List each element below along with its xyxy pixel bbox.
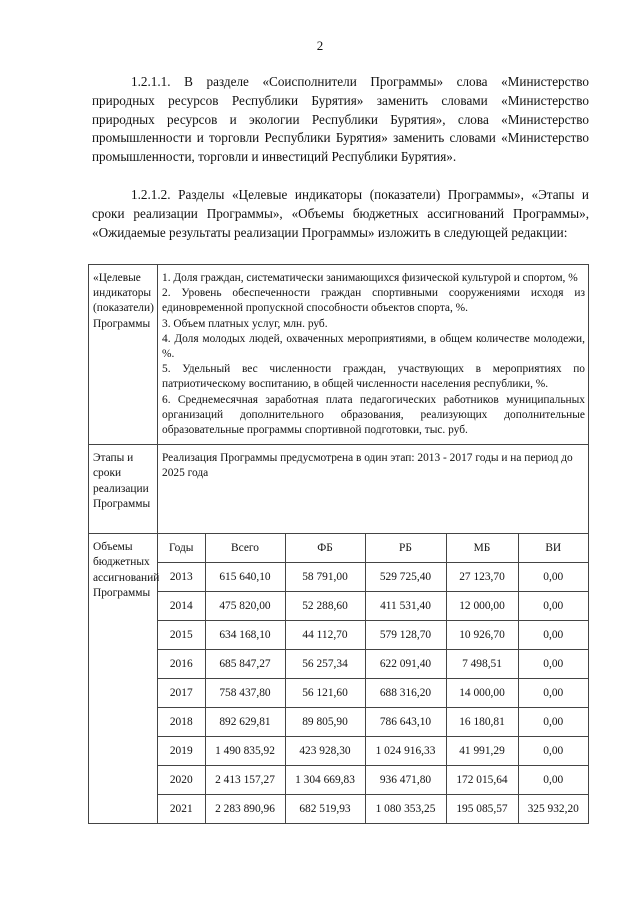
funding-table-cell — [158, 534, 589, 824]
funding-row-2016 — [158, 650, 588, 679]
federal-cell: 1 304 669,83 — [285, 766, 365, 795]
extra-cell: 0,00 — [518, 708, 588, 737]
funding-row-2017 — [158, 679, 588, 708]
total-cell: 758 437,80 — [205, 679, 285, 708]
indicator-item: 5. Удельный вес численности граждан, участвующих в мероприятиях по патриотическому воспитанию, в общей численности населения республики, %. — [162, 363, 585, 391]
municipal-cell: 10 926,70 — [446, 621, 518, 650]
total-cell: 2 413 157,27 — [205, 766, 285, 795]
stages-label: Этапы и сроки реализации Программы — [89, 445, 158, 534]
indicator-item: 4. Доля молодых людей, охваченных мероприятиями, в общем количестве молодежи, %. — [162, 332, 585, 361]
indicators-label: «Целевые индикаторы (показатели) Программы — [89, 265, 158, 445]
funding-row-2015 — [158, 621, 588, 650]
program-passport-table — [88, 264, 589, 824]
extra-cell: 0,00 — [518, 563, 588, 592]
federal-cell: 58 791,00 — [285, 563, 365, 592]
extra-cell: 0,00 — [518, 650, 588, 679]
federal-cell: 44 112,70 — [285, 621, 365, 650]
indicator-item: 1. Доля граждан, систематически занимающихся физической культурой и спортом, % — [162, 272, 578, 284]
republic-cell: 411 531,40 — [365, 592, 446, 621]
extra-cell: 0,00 — [518, 766, 588, 795]
republic-cell: 622 091,40 — [365, 650, 446, 679]
extra-cell: 325 932,20 — [518, 795, 588, 824]
indicators-content — [158, 265, 589, 445]
funding-row-2013 — [158, 563, 588, 592]
total-cell: 685 847,27 — [205, 650, 285, 679]
municipal-cell: 172 015,64 — [446, 766, 518, 795]
total-cell: 2 283 890,96 — [205, 795, 285, 824]
year-cell: 2019 — [158, 737, 205, 766]
indicator-item: 2. Уровень обеспеченности граждан спортивными сооружениями исходя из единовременной пропускной способности объектов спорта, %. — [162, 287, 585, 315]
federal-cell: 423 928,30 — [285, 737, 365, 766]
municipal-cell: 27 123,70 — [446, 563, 518, 592]
total-cell: 1 490 835,92 — [205, 737, 285, 766]
extra-cell: 0,00 — [518, 679, 588, 708]
funding-header-row — [158, 534, 588, 563]
year-cell: 2020 — [158, 766, 205, 795]
funding-row-2020 — [158, 766, 588, 795]
header-republic: РБ — [365, 534, 446, 563]
municipal-cell: 7 498,51 — [446, 650, 518, 679]
year-cell: 2014 — [158, 592, 205, 621]
municipal-cell: 16 180,81 — [446, 708, 518, 737]
paragraph-amendment-sections: 1.2.1.2. Разделы «Целевые индикаторы (показатели) Программы», «Этапы и сроки реализации Программы», «Объемы бюджетных ассигнований Программы», «Ожидаемые результаты реализации Программы» изложить в следующей редакции: — [92, 187, 589, 240]
republic-cell: 786 643,10 — [365, 708, 446, 737]
total-cell: 892 629,81 — [205, 708, 285, 737]
total-cell: 615 640,10 — [205, 563, 285, 592]
federal-cell: 56 121,60 — [285, 679, 365, 708]
extra-cell: 0,00 — [518, 737, 588, 766]
year-cell: 2017 — [158, 679, 205, 708]
republic-cell: 936 471,80 — [365, 766, 446, 795]
federal-cell: 56 257,34 — [285, 650, 365, 679]
republic-cell: 688 316,20 — [365, 679, 446, 708]
page-number: 2 — [316, 38, 324, 53]
indicators-row — [89, 265, 589, 445]
header-total: Всего — [205, 534, 285, 563]
federal-cell: 682 519,93 — [285, 795, 365, 824]
paragraph-amendment-coexecutors: 1.2.1.1. В разделе «Соисполнители Программы» слова «Министерство природных ресурсов Республики Бурятия» заменить словами «Министерство природных ресурсов и экологии Республики Бурятия», слова «Министерство промышленности и торговли Республики Бурятия» заменить словами «Министерство промышленности, торговли и инвестиций Республики Бурятия». — [92, 74, 589, 165]
municipal-cell: 195 085,57 — [446, 795, 518, 824]
republic-cell: 1 024 916,33 — [365, 737, 446, 766]
municipal-cell: 41 991,29 — [446, 737, 518, 766]
extra-cell: 0,00 — [518, 621, 588, 650]
funding-row — [89, 534, 589, 824]
year-cell: 2021 — [158, 795, 205, 824]
municipal-cell: 12 000,00 — [446, 592, 518, 621]
federal-cell: 52 288,60 — [285, 592, 365, 621]
funding-row-2018 — [158, 708, 588, 737]
republic-cell: 579 128,70 — [365, 621, 446, 650]
stages-content: Реализация Программы предусмотрена в один этап: 2013 - 2017 годы и на период до 2025 года — [158, 445, 589, 534]
funding-label: Объемы бюджетных ассигнований Программы — [89, 534, 158, 824]
republic-cell: 1 080 353,25 — [365, 795, 446, 824]
year-cell: 2015 — [158, 621, 205, 650]
funding-table — [158, 534, 588, 823]
federal-cell: 89 805,90 — [285, 708, 365, 737]
header-federal: ФБ — [285, 534, 365, 563]
extra-cell: 0,00 — [518, 592, 588, 621]
funding-row-2019 — [158, 737, 588, 766]
year-cell: 2013 — [158, 563, 205, 592]
year-cell: 2016 — [158, 650, 205, 679]
header-years: Годы — [158, 534, 205, 563]
header-extra: ВИ — [518, 534, 588, 563]
total-cell: 475 820,00 — [205, 592, 285, 621]
total-cell: 634 168,10 — [205, 621, 285, 650]
stages-row — [89, 445, 589, 534]
funding-row-2014 — [158, 592, 588, 621]
header-municipal: МБ — [446, 534, 518, 563]
funding-row-2021 — [158, 795, 588, 824]
indicator-item: 6. Среднемесячная заработная плата педагогических работников муниципальных организаций дополнительного образования, реализующих дополнительные образовательные программы спортивной подготовки, тыс. руб. — [162, 393, 585, 437]
municipal-cell: 14 000,00 — [446, 679, 518, 708]
republic-cell: 529 725,40 — [365, 563, 446, 592]
year-cell: 2018 — [158, 708, 205, 737]
indicator-item: 3. Объем платных услуг, млн. руб. — [162, 317, 328, 330]
